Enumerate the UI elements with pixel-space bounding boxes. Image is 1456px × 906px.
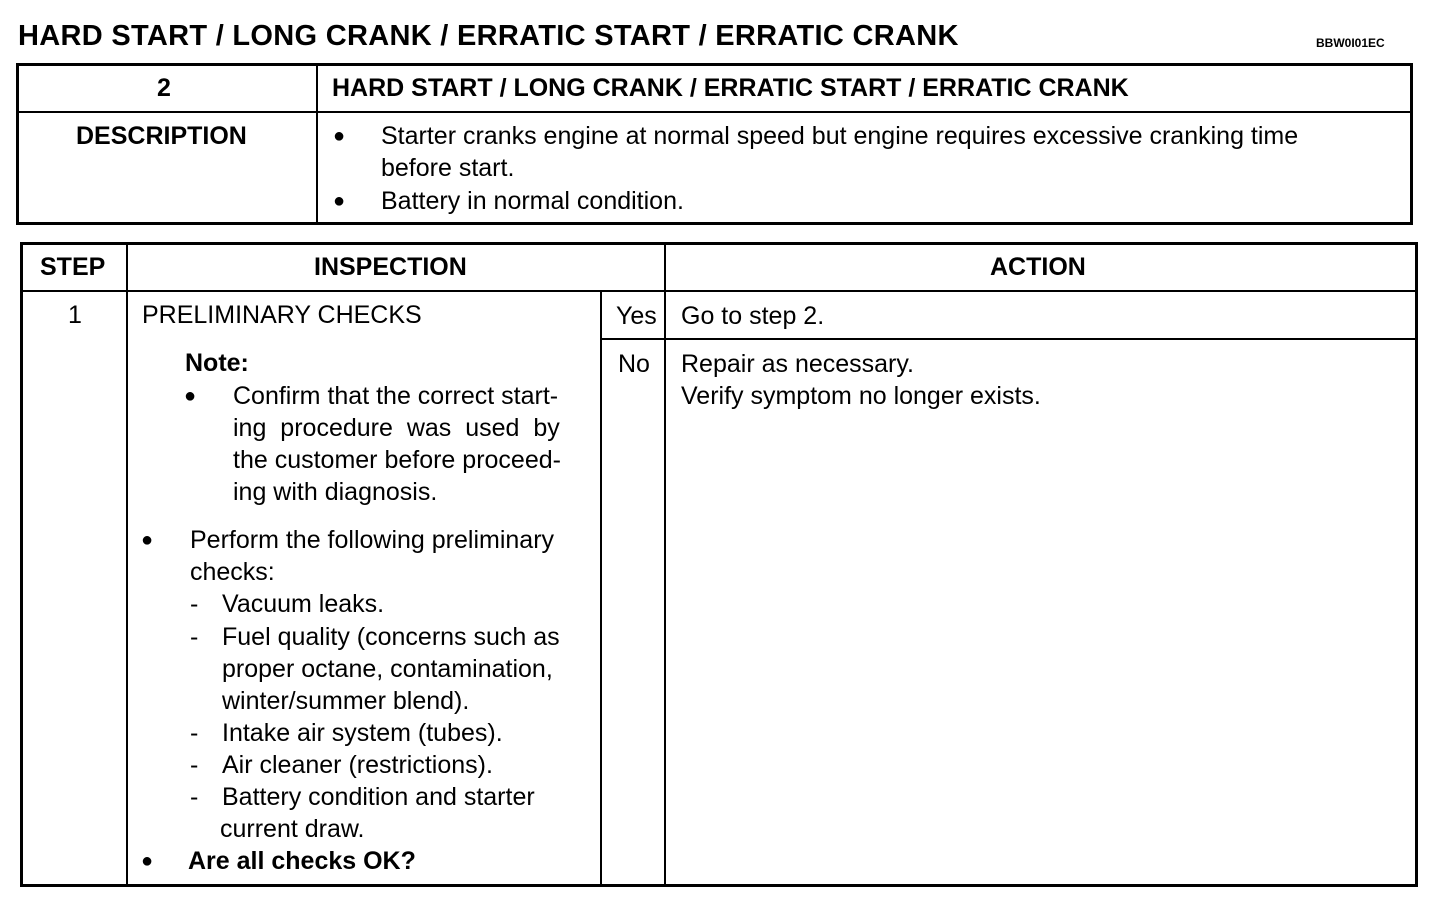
action-header: ACTION [990,253,1086,281]
check-dash-icon: - [190,623,199,651]
check-item: proper octane, contamination, [222,655,553,683]
check-item: Air cleaner (restrictions). [222,751,493,779]
description-line: before start. [381,154,515,182]
step-header: STEP [40,253,106,281]
inspection-question: Are all checks OK? [188,847,416,875]
check-item: current draw. [220,815,365,843]
summary-row-divider [16,111,1413,113]
note-line: ing with diagnosis. [233,478,438,506]
description-bullet-icon: ● [333,190,346,212]
answer-no-label: No [618,350,650,378]
action-no-line: Verify symptom no longer exists. [681,382,1041,410]
instruction-bullet-icon: ● [141,529,154,551]
symptom-number: 2 [157,74,171,102]
inspection-title: PRELIMINARY CHECKS [142,301,422,329]
action-yes: Go to step 2. [681,302,825,330]
check-item: Fuel quality (concerns such as [222,623,560,651]
note-label: Note: [185,349,249,377]
question-bullet-icon: ● [141,850,154,872]
instruction-line: checks: [190,558,275,586]
instruction-line: Perform the following preliminary [190,526,555,554]
page-title: HARD START / LONG CRANK / ERRATIC START / ERRATIC CRANK [18,20,959,52]
answer-yes-label: Yes [616,302,657,330]
check-item: Battery condition and starter [222,783,535,811]
description-line: Battery in normal condition. [381,187,684,215]
description-line: Starter cranks engine at normal speed but engine requires excessive cranking time [381,122,1299,150]
step-number: 1 [68,301,82,329]
inspection-header: INSPECTION [314,253,467,281]
note-bullet-icon: ● [184,385,197,407]
description-bullet-icon: ● [333,125,346,147]
note-line: Confirm that the correct start- [233,382,559,410]
summary-column-divider [316,63,318,225]
check-dash-icon: - [190,783,199,811]
steps-header-divider [20,290,1418,292]
symptom-heading: HARD START / LONG CRANK / ERRATIC START / ERRATIC CRANK [332,74,1129,102]
note-line: the customer before proceed- [233,446,561,474]
check-dash-icon: - [190,751,199,779]
action-no-line: Repair as necessary. [681,350,914,378]
check-dash-icon: - [190,719,199,747]
check-item: Vacuum leaks. [222,590,385,618]
answer-column-divider [600,290,602,887]
note-line: ing procedure was used by [233,414,560,442]
check-item: winter/summer blend). [222,687,470,715]
check-item: Intake air system (tubes). [222,719,503,747]
answer-row-divider [600,338,1418,340]
check-dash-icon: - [190,590,199,618]
step-column-divider [126,242,128,887]
description-label: DESCRIPTION [76,122,247,150]
document-code: BBW0I01EC [1316,36,1385,50]
